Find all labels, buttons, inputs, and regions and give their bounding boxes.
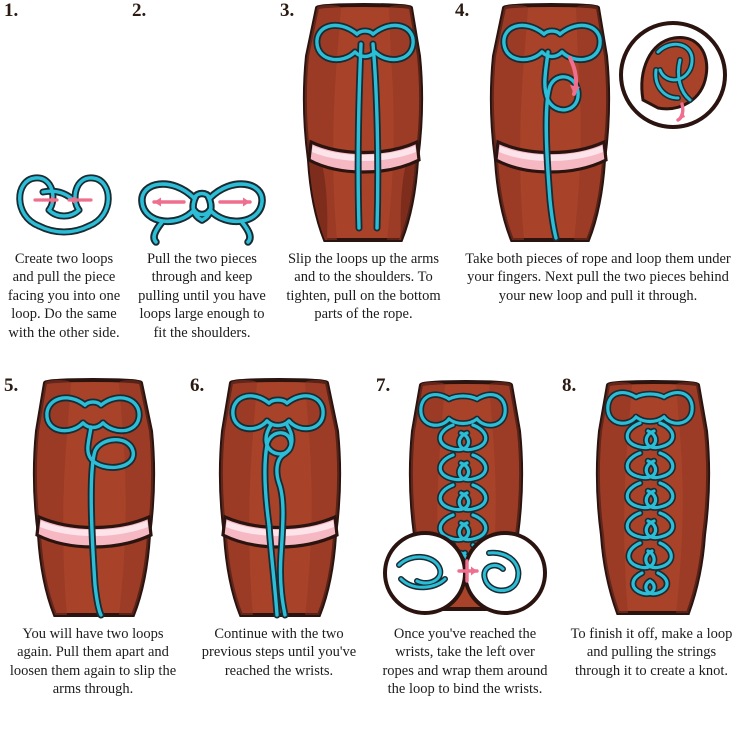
step-caption: Pull the two pieces through and keep pulling until you have loops large enough to fit the shoulders.	[138, 251, 266, 341]
step-illustration-2	[128, 0, 276, 250]
step-caption: To finish it off, make a loop and pulling the strings through it to create a knot.	[570, 626, 733, 679]
step-caption: Continue with the two previous steps until you've reached the wrists.	[201, 626, 357, 679]
detail-circle-left	[385, 533, 465, 613]
step-caption: Slip the loops up the arms and to the shoulders. To tighten, pull on the bottom parts of the rope.	[286, 251, 441, 323]
step-number: 3.	[280, 0, 295, 21]
two-rope-loops-icon	[5, 130, 123, 250]
detail-circle-hand	[621, 23, 725, 127]
step-illustration-4	[451, 0, 745, 250]
torso-back-illustration	[281, 0, 446, 250]
step-number: 6.	[190, 375, 205, 396]
step-caption: You will have two loops again. Pull them apart and loosen them again to slip the arms through.	[9, 626, 177, 698]
step-illustration-7	[372, 375, 558, 625]
torso-back-finished-harness	[564, 375, 740, 625]
step-panel-1	[0, 0, 128, 375]
step-panel-3	[276, 0, 451, 375]
step-illustration-1	[0, 0, 128, 250]
torso-back-full-lattice	[377, 375, 553, 625]
step-number: 1.	[4, 0, 19, 21]
pink-arrow-icon	[154, 198, 250, 207]
step-illustration-6	[186, 375, 372, 625]
step-panel-7	[372, 375, 558, 750]
step-caption: Once you've reached the wrists, take the left over ropes and wrap them around the loop to bind the wrists.	[382, 626, 548, 698]
step-caption: Take both pieces of rope and loop them under your fingers. Next pull the two pieces behind your new loop and pull it through.	[465, 251, 731, 304]
step-panel-5	[0, 375, 186, 750]
detail-circle-right	[465, 533, 545, 613]
step-panel-8	[558, 375, 745, 750]
bow-knot-icon	[132, 130, 272, 250]
body-shape	[305, 5, 421, 240]
step-number: 7.	[376, 375, 391, 396]
step-number: 8.	[562, 375, 577, 396]
torso-back-two-loops	[5, 375, 181, 625]
step-number: 2.	[132, 0, 147, 21]
step-illustration-5	[0, 375, 186, 625]
step-caption: Create two loops and pull the piece facing you into one loop. Do the same with the other side.	[7, 251, 121, 341]
torso-back-repeated-knots	[191, 375, 367, 625]
step-panel-2	[128, 0, 276, 375]
steps-row-2	[0, 375, 745, 750]
step-illustration-3	[276, 0, 451, 250]
step-number: 5.	[4, 375, 19, 396]
step-panel-6	[186, 375, 372, 750]
step-number: 4.	[455, 0, 470, 21]
step-panel-4	[451, 0, 745, 375]
step-illustration-8	[558, 375, 745, 625]
torso-back-with-detail-circle	[458, 0, 738, 250]
